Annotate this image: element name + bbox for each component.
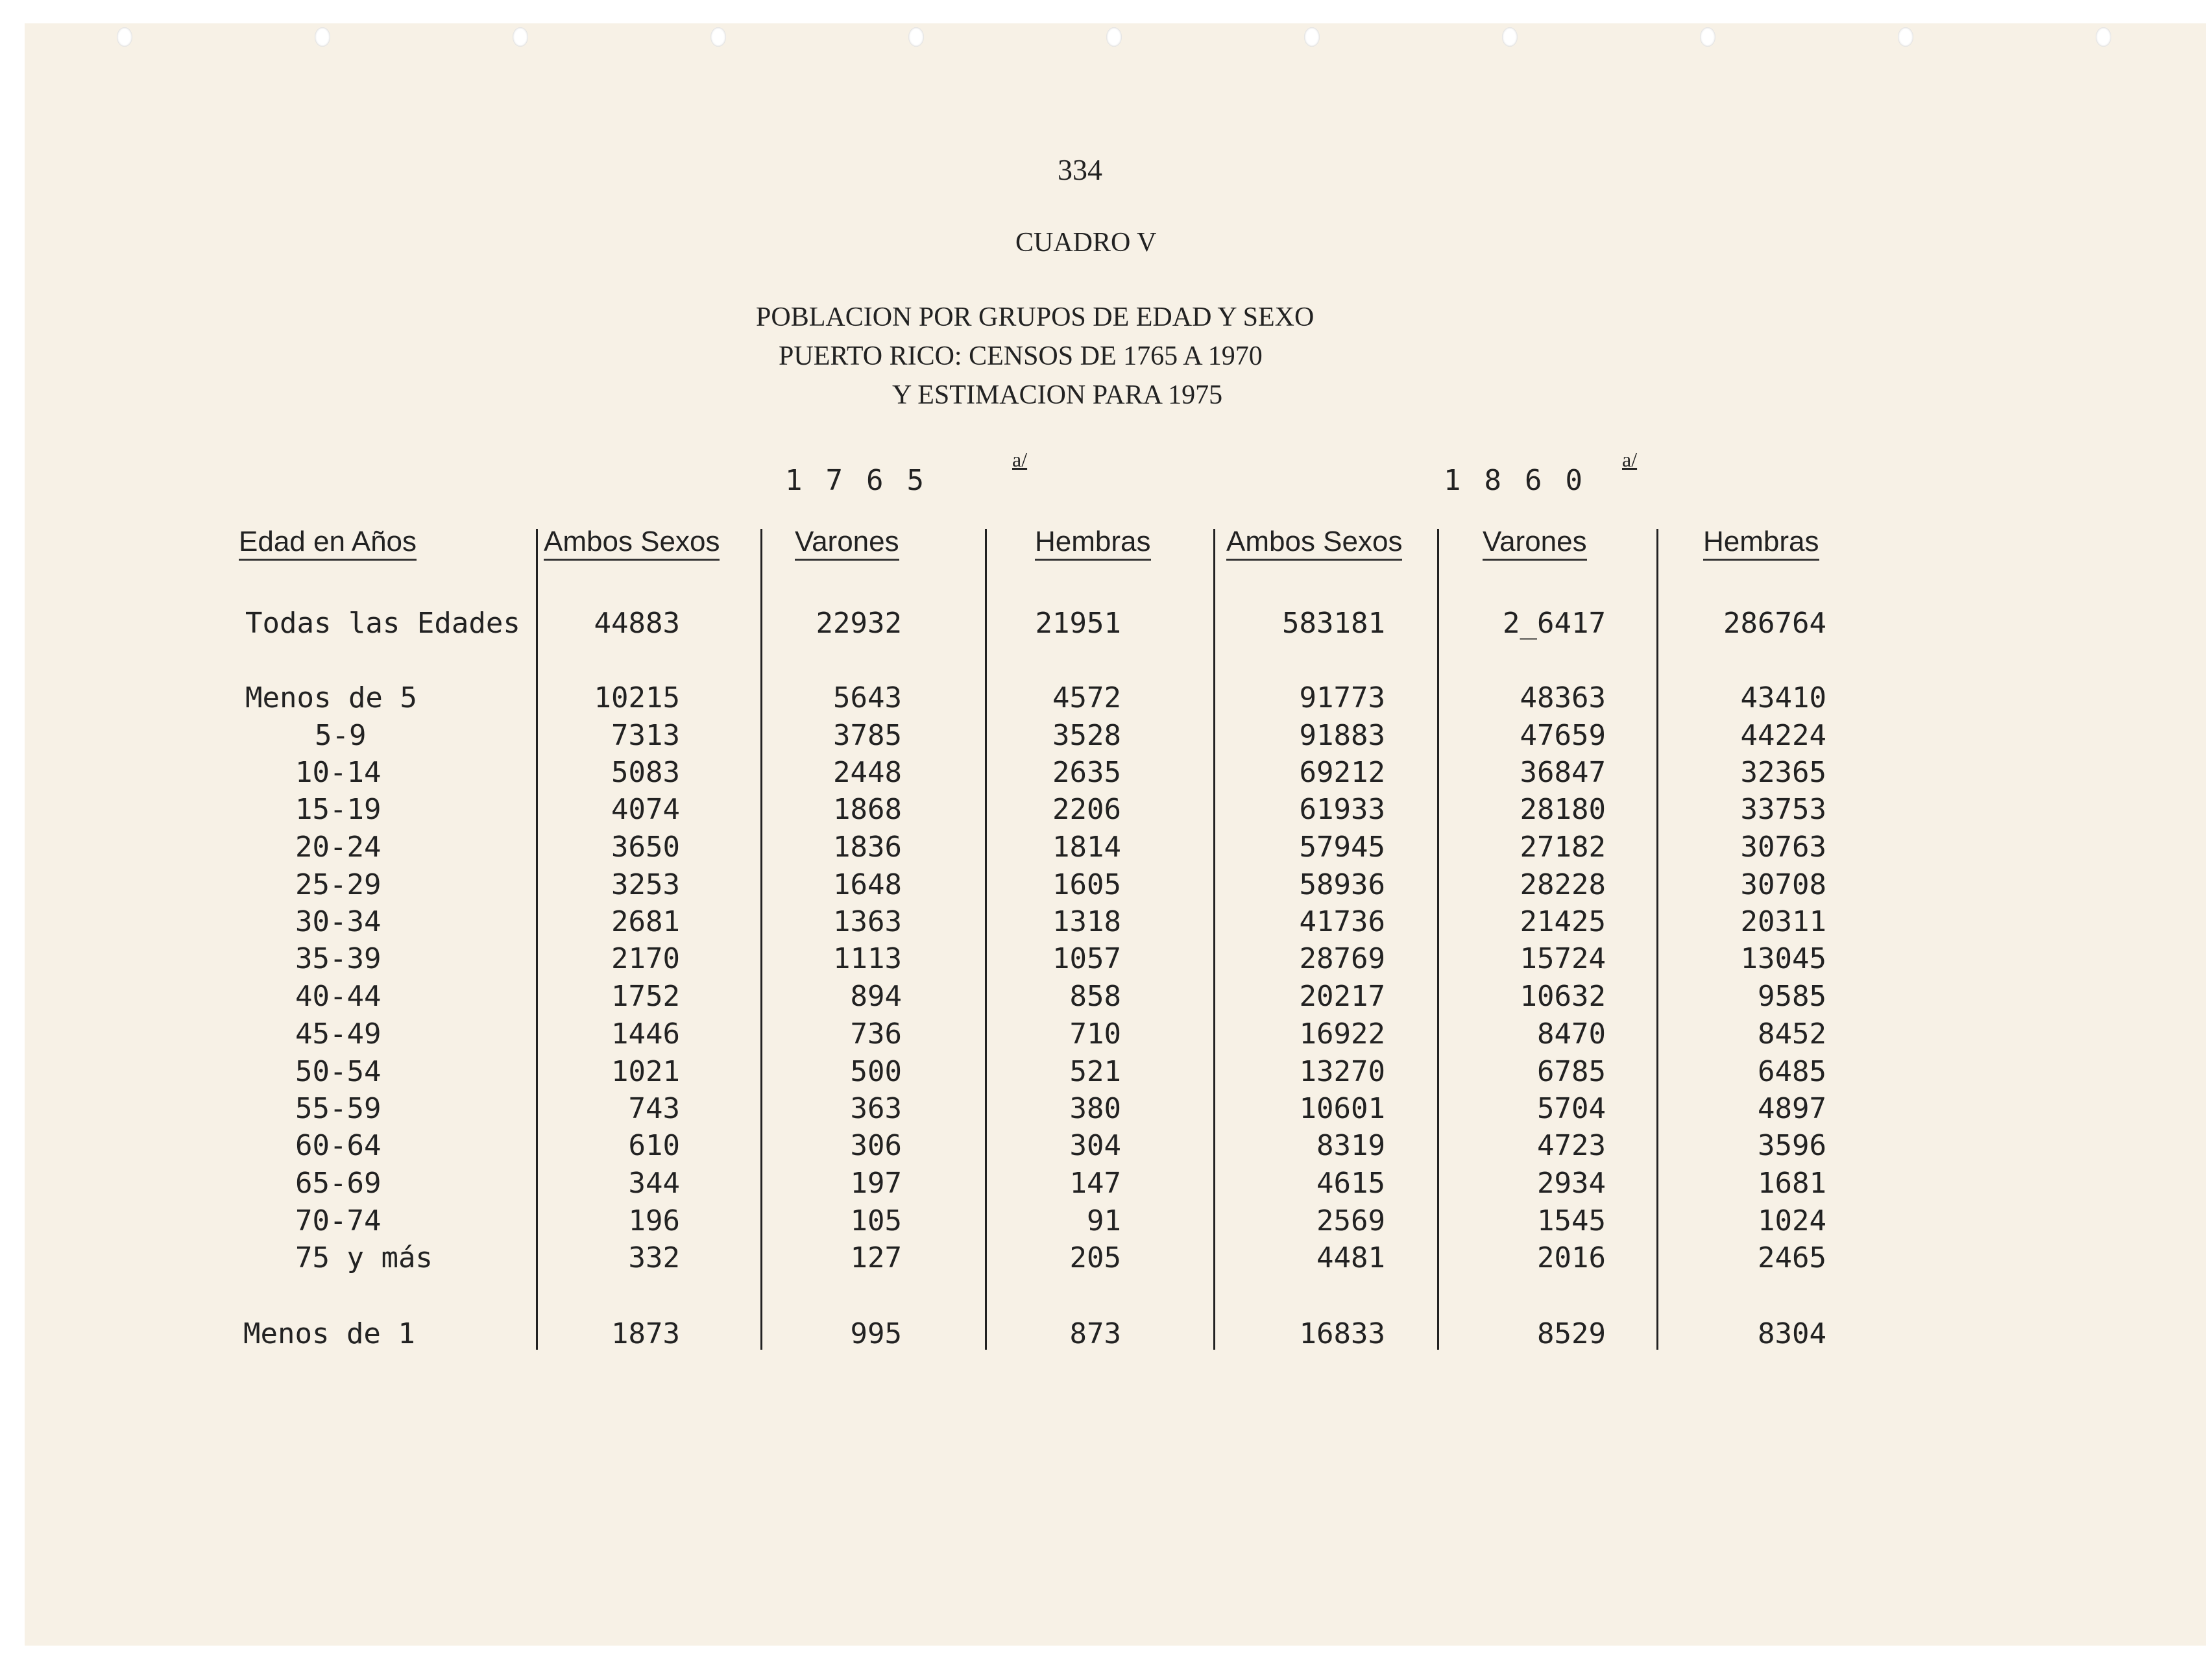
row-label: Menos de 1 xyxy=(243,1317,415,1350)
table-cell: 8319 xyxy=(1316,1129,1385,1162)
row-label: 10-14 xyxy=(295,756,382,789)
table-cell: 61933 xyxy=(1299,793,1385,826)
row-label: 55-59 xyxy=(295,1092,382,1125)
table-cell: 4897 xyxy=(1758,1092,1826,1125)
punch-hole xyxy=(315,27,330,47)
column-divider xyxy=(1213,529,1215,1350)
table-cell: 1836 xyxy=(833,831,902,864)
table-cell: 710 xyxy=(1069,1017,1121,1051)
table-cell: 10601 xyxy=(1299,1092,1385,1125)
table-cell: 16922 xyxy=(1299,1017,1385,1051)
table-cell: 4723 xyxy=(1537,1129,1606,1162)
row-label: 60-64 xyxy=(295,1129,382,1162)
table-cell: 2016 xyxy=(1537,1241,1606,1274)
table-cell: 27182 xyxy=(1520,831,1606,864)
row-label: 65-69 xyxy=(295,1167,382,1200)
table-cell: 91883 xyxy=(1299,719,1385,752)
table-cell: 306 xyxy=(850,1129,902,1162)
table-cell: 1446 xyxy=(611,1017,680,1051)
punch-hole xyxy=(513,27,528,47)
punch-hole xyxy=(1304,27,1320,47)
table-title-line-2: PUERTO RICO: CENSOS DE 1765 A 1970 xyxy=(779,341,1263,371)
table-cell: 873 xyxy=(1069,1317,1121,1350)
table-cell: 4572 xyxy=(1052,681,1121,714)
punch-hole xyxy=(117,27,132,47)
table-cell: 4615 xyxy=(1316,1167,1385,1200)
table-cell: 858 xyxy=(1069,980,1121,1013)
table-cell: 2_6417 xyxy=(1503,607,1606,640)
table-cell: 13045 xyxy=(1740,942,1826,975)
column-header-both-1765: Ambos Sexos xyxy=(544,526,720,558)
table-cell: 8529 xyxy=(1537,1317,1606,1350)
group-footnote-1765: a/ xyxy=(1012,448,1028,471)
table-cell: 197 xyxy=(850,1167,902,1200)
table-title-line-3: Y ESTIMACION PARA 1975 xyxy=(892,380,1223,410)
table-cell: 1024 xyxy=(1758,1204,1826,1237)
table-cell: 521 xyxy=(1069,1055,1121,1088)
table-cell: 4074 xyxy=(611,793,680,826)
table-cell: 21951 xyxy=(1035,607,1121,640)
table-cell: 28228 xyxy=(1520,868,1606,901)
table-cell: 500 xyxy=(850,1055,902,1088)
table-cell: 2934 xyxy=(1537,1167,1606,1200)
table-cell: 9585 xyxy=(1758,980,1826,1013)
table-cell: 44224 xyxy=(1740,719,1826,752)
table-cell: 58936 xyxy=(1299,868,1385,901)
table-cell: 380 xyxy=(1069,1092,1121,1125)
table-cell: 3253 xyxy=(611,868,680,901)
table-cell: 8304 xyxy=(1758,1317,1826,1350)
row-label: 15-19 xyxy=(295,793,382,826)
table-cell: 1681 xyxy=(1758,1167,1826,1200)
table-title-line-1: POBLACION POR GRUPOS DE EDAD Y SEXO xyxy=(756,302,1315,332)
table-cell: 5704 xyxy=(1537,1092,1606,1125)
punch-hole xyxy=(908,27,924,47)
table-cell: 32365 xyxy=(1740,756,1826,789)
table-cell: 28180 xyxy=(1520,793,1606,826)
table-cell: 10632 xyxy=(1520,980,1606,1013)
table-cell: 2465 xyxy=(1758,1241,1826,1274)
punch-hole xyxy=(2096,27,2111,47)
row-label: 50-54 xyxy=(295,1055,382,1088)
table-cell: 1318 xyxy=(1052,905,1121,938)
table-cell: 8452 xyxy=(1758,1017,1826,1051)
table-cell: 57945 xyxy=(1299,831,1385,864)
table-cell: 894 xyxy=(850,980,902,1013)
row-label: Todas las Edades xyxy=(245,607,520,640)
table-cell: 2448 xyxy=(833,756,902,789)
row-label: 5-9 xyxy=(315,719,367,752)
table-cell: 332 xyxy=(628,1241,680,1274)
table-cell: 8470 xyxy=(1537,1017,1606,1051)
table-cell: 6485 xyxy=(1758,1055,1826,1088)
table-cell: 3650 xyxy=(611,831,680,864)
table-cell: 69212 xyxy=(1299,756,1385,789)
table-cell: 2170 xyxy=(611,942,680,975)
column-header-women-1765: Hembras xyxy=(1035,526,1151,558)
table-cell: 20311 xyxy=(1740,905,1826,938)
table-cell: 344 xyxy=(628,1167,680,1200)
table-cell: 3596 xyxy=(1758,1129,1826,1162)
row-label: 75 y más xyxy=(295,1241,433,1274)
table-cell: 286764 xyxy=(1723,607,1826,640)
row-label: 40-44 xyxy=(295,980,382,1013)
table-cell: 13270 xyxy=(1299,1055,1385,1088)
table-cell: 304 xyxy=(1069,1129,1121,1162)
table-cell: 1021 xyxy=(611,1055,680,1088)
table-cell: 1113 xyxy=(833,942,902,975)
table-cell: 363 xyxy=(850,1092,902,1125)
table-cell: 995 xyxy=(850,1317,902,1350)
table-cell: 15724 xyxy=(1520,942,1606,975)
table-cell: 205 xyxy=(1069,1241,1121,1274)
table-cell: 1752 xyxy=(611,980,680,1013)
punch-hole xyxy=(1700,27,1715,47)
row-label: 70-74 xyxy=(295,1204,382,1237)
group-footnote-1860: a/ xyxy=(1622,448,1638,471)
column-header-age: Edad en Años xyxy=(239,526,417,558)
page-number: 334 xyxy=(1058,153,1102,186)
table-cell: 44883 xyxy=(594,607,680,640)
table-cell: 36847 xyxy=(1520,756,1606,789)
table-cell: 2635 xyxy=(1052,756,1121,789)
table-cell: 1363 xyxy=(833,905,902,938)
table-cell: 20217 xyxy=(1299,980,1385,1013)
punch-hole xyxy=(1106,27,1122,47)
column-header-men-1860: Varones xyxy=(1483,526,1587,558)
table-cell: 30763 xyxy=(1740,831,1826,864)
column-header-both-1860: Ambos Sexos xyxy=(1226,526,1402,558)
row-label: Menos de 5 xyxy=(245,681,417,714)
table-cell: 91773 xyxy=(1299,681,1385,714)
table-cell: 1868 xyxy=(833,793,902,826)
table-cell: 10215 xyxy=(594,681,680,714)
table-cell: 1814 xyxy=(1052,831,1121,864)
column-header-men-1765: Varones xyxy=(795,526,899,558)
punch-hole xyxy=(1898,27,1913,47)
table-cell: 22932 xyxy=(816,607,902,640)
table-cell: 91 xyxy=(1087,1204,1121,1237)
table-id: CUADRO V xyxy=(1015,228,1157,258)
table-cell: 3528 xyxy=(1052,719,1121,752)
table-cell: 1605 xyxy=(1052,868,1121,901)
table-cell: 147 xyxy=(1069,1167,1121,1200)
group-year-1765: 1765 xyxy=(785,464,947,497)
table-cell: 43410 xyxy=(1740,681,1826,714)
table-cell: 1648 xyxy=(833,868,902,901)
table-cell: 3785 xyxy=(833,719,902,752)
table-cell: 7313 xyxy=(611,719,680,752)
row-label: 25-29 xyxy=(295,868,382,901)
table-cell: 2569 xyxy=(1316,1204,1385,1237)
table-cell: 610 xyxy=(628,1129,680,1162)
table-cell: 48363 xyxy=(1520,681,1606,714)
table-cell: 28769 xyxy=(1299,942,1385,975)
table-cell: 6785 xyxy=(1537,1055,1606,1088)
punch-hole xyxy=(710,27,726,47)
table-cell: 1873 xyxy=(611,1317,680,1350)
table-cell: 41736 xyxy=(1299,905,1385,938)
table-cell: 196 xyxy=(628,1204,680,1237)
table-cell: 47659 xyxy=(1520,719,1606,752)
table-cell: 583181 xyxy=(1282,607,1385,640)
row-label: 35-39 xyxy=(295,942,382,975)
table-cell: 2206 xyxy=(1052,793,1121,826)
table-cell: 1057 xyxy=(1052,942,1121,975)
column-header-women-1860: Hembras xyxy=(1703,526,1819,558)
table-cell: 21425 xyxy=(1520,905,1606,938)
table-cell: 5643 xyxy=(833,681,902,714)
table-cell: 33753 xyxy=(1740,793,1826,826)
table-cell: 743 xyxy=(628,1092,680,1125)
table-cell: 2681 xyxy=(611,905,680,938)
row-label: 45-49 xyxy=(295,1017,382,1051)
row-label: 20-24 xyxy=(295,831,382,864)
table-cell: 5083 xyxy=(611,756,680,789)
table-cell: 127 xyxy=(850,1241,902,1274)
table-cell: 1545 xyxy=(1537,1204,1606,1237)
table-cell: 4481 xyxy=(1316,1241,1385,1274)
table-cell: 30708 xyxy=(1740,868,1826,901)
group-year-1860: 1860 xyxy=(1444,464,1606,497)
table-cell: 736 xyxy=(850,1017,902,1051)
punch-hole xyxy=(1502,27,1518,47)
row-label: 30-34 xyxy=(295,905,382,938)
table-cell: 16833 xyxy=(1299,1317,1385,1350)
table-cell: 105 xyxy=(850,1204,902,1237)
